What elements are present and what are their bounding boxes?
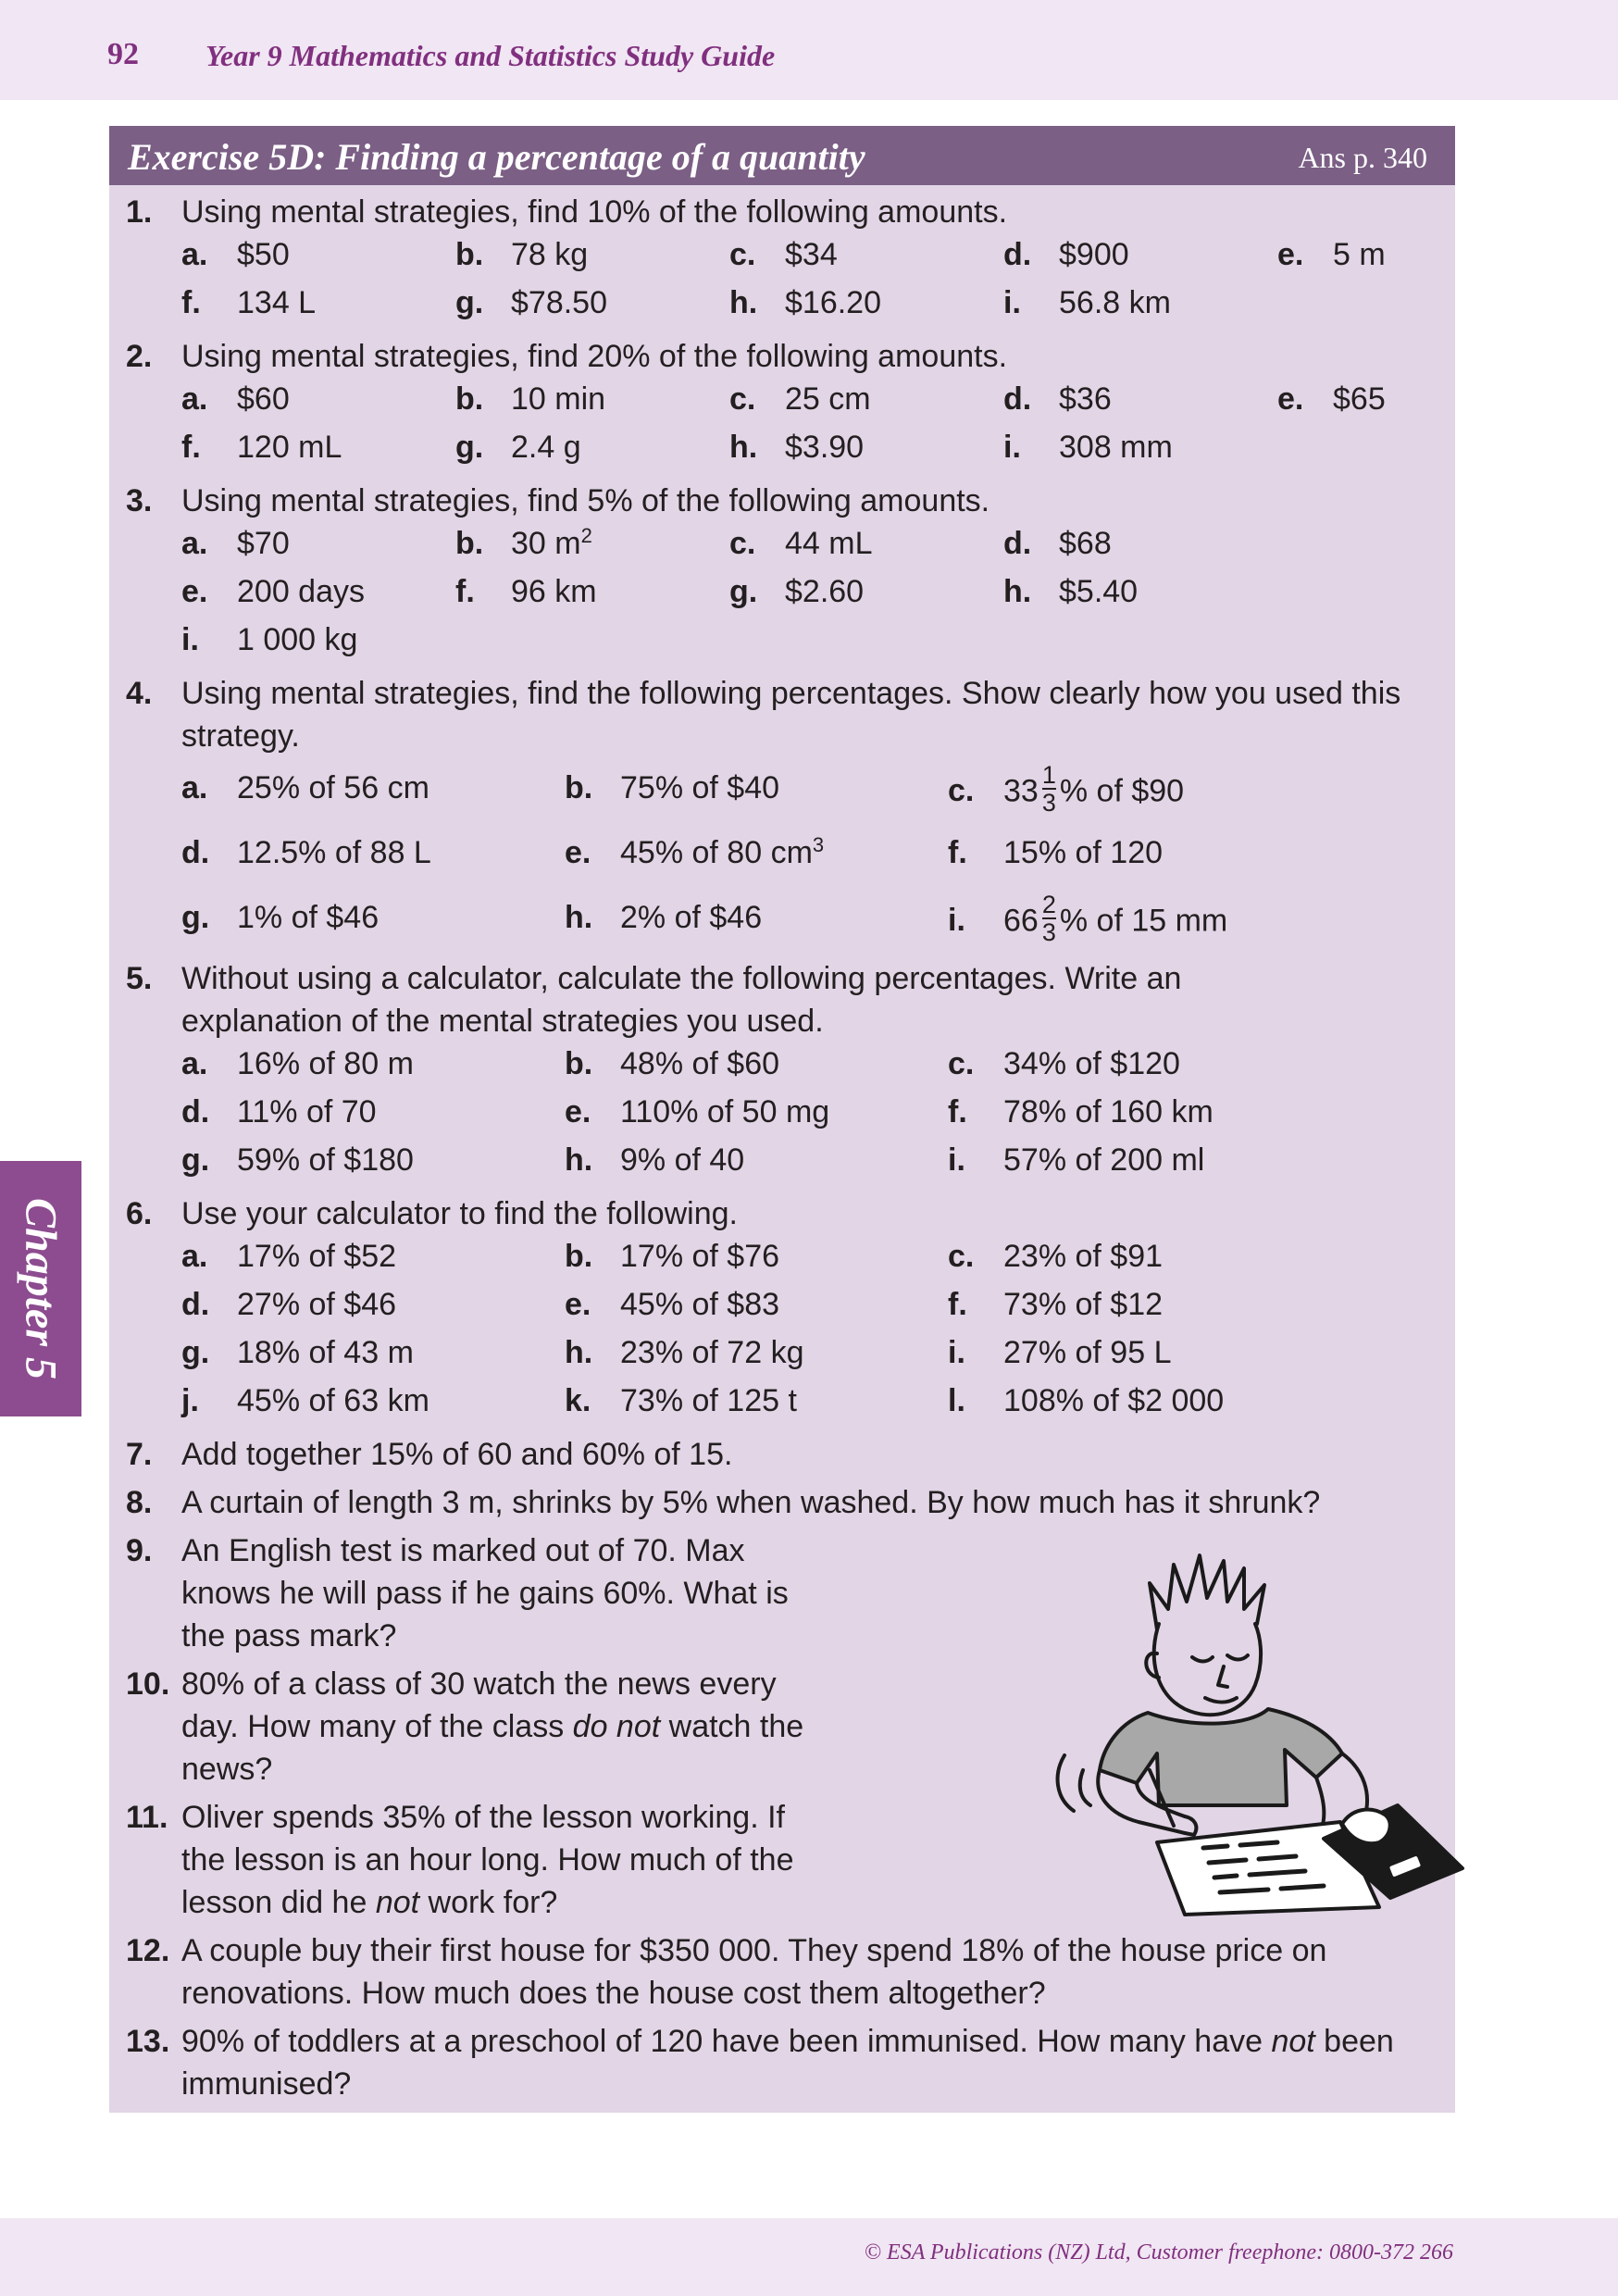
question-text: Using mental strategies, find 20% of the following amounts. <box>181 339 1008 374</box>
part-h: h. $16.20 <box>729 285 881 320</box>
chapter-tab <box>0 1161 81 1416</box>
question-text: Use your calculator to find the following. <box>181 1196 738 1231</box>
part-e: e. $65 <box>1277 381 1386 417</box>
question-parts <box>181 757 1455 952</box>
part-d: d. 11% of 70 <box>181 1094 377 1129</box>
part-a: a. $50 <box>181 237 290 272</box>
part-h: h. 2% of $46 <box>565 900 763 935</box>
part-e: e. 110% of 50 mg <box>565 1094 830 1129</box>
exercise-header <box>109 126 1455 185</box>
part-c: c. 23% of $91 <box>948 1239 1164 1274</box>
part-a: a. $70 <box>181 526 290 561</box>
part-j: j. 45% of 63 km <box>181 1383 429 1418</box>
question-text: 80% of a class of 30 watch the news every day. How many of the class do not watch the news? <box>181 1666 804 1787</box>
fraction: $\frac{1}{3}$ <box>1041 761 1056 817</box>
question-7 <box>109 1433 1455 1476</box>
question-number: 8. <box>126 1485 153 1520</box>
header-band <box>0 0 1618 100</box>
exercise-title: Exercise 5D: Finding a percentage of a quantity <box>128 136 865 178</box>
question-number: 5. <box>126 961 153 996</box>
question-text: A couple buy their first house for $350 000. They spend 18% of the house price on renovations. How much does the house cost them altogether? <box>181 1933 1327 2011</box>
emphasis: do not <box>572 1709 661 1744</box>
question-parts <box>181 1042 1455 1187</box>
student-with-calculator-illustration <box>1046 1528 1472 1916</box>
question-12 <box>109 1929 1455 2015</box>
part-g: g. $2.60 <box>729 574 865 609</box>
part-b: b. 10 min <box>455 381 606 417</box>
part-h: h. 23% of 72 kg <box>565 1335 804 1370</box>
part-i: i. 27% of 95 L <box>948 1335 1172 1370</box>
part-c: c. 44 mL <box>729 526 873 561</box>
question-number: 12. <box>126 1933 170 1968</box>
part-g: g. 2.4 g <box>455 430 581 465</box>
part-a: a. $60 <box>181 381 290 417</box>
part-f: f. 96 km <box>455 574 597 609</box>
part-c: c. 25 cm <box>729 381 871 417</box>
part-b: b. 48% of $60 <box>565 1046 780 1081</box>
question-number: 6. <box>126 1196 153 1231</box>
question-number: 4. <box>126 676 153 711</box>
question-4 <box>109 672 1455 952</box>
part-a: a. 17% of $52 <box>181 1239 397 1274</box>
part-c: c. 34% of $120 <box>948 1046 1180 1081</box>
part-g: g. 18% of 43 m <box>181 1335 414 1370</box>
question-text: Using mental strategies, find 5% of the following amounts. <box>181 483 990 518</box>
question-parts <box>181 1235 1455 1428</box>
chapter-tab-label: Chapter 5 <box>16 1197 66 1380</box>
question-text: An English test is marked out of 70. Max knows he will pass if he gains 60%. What is the pass mark? <box>181 1533 789 1653</box>
footer-band <box>0 2218 1618 2296</box>
part-g: g. 1% of $46 <box>181 900 380 935</box>
question-number: 1. <box>126 194 153 230</box>
part-e: e. 45% of $83 <box>565 1287 780 1322</box>
part-d: d. $68 <box>1003 526 1112 561</box>
part-h: h. $3.90 <box>729 430 865 465</box>
part-b: b. 78 kg <box>455 237 589 272</box>
part-f: f. 120 mL <box>181 430 342 465</box>
part-f: f. 134 L <box>181 285 317 320</box>
fraction: $\frac{2}{3}$ <box>1041 891 1056 946</box>
question-text: A curtain of length 3 m, shrinks by 5% when washed. By how much has it shrunk? <box>181 1485 1321 1520</box>
part-f: f. 78% of 160 km <box>948 1094 1214 1129</box>
question-6 <box>109 1192 1455 1428</box>
question-text: Without using a calculator, calculate the following percentages. Write an explanation of the mental strategies you used. <box>181 961 1182 1039</box>
question-number: 9. <box>126 1533 153 1568</box>
page-number: 92 <box>107 37 139 71</box>
part-a: a. 25% of 56 cm <box>181 770 429 805</box>
question-2 <box>109 335 1455 474</box>
part-k: k. 73% of 125 t <box>565 1383 797 1418</box>
part-i: i. 1 000 kg <box>181 622 358 657</box>
question-number: 2. <box>126 339 153 374</box>
question-number: 11. <box>126 1800 168 1835</box>
running-title: Year 9 Mathematics and Statistics Study Guide <box>205 39 776 72</box>
part-e: e. 200 days <box>181 574 365 609</box>
part-b: b. 17% of $76 <box>565 1239 780 1274</box>
question-13 <box>109 2020 1455 2105</box>
part-b: b. 30 $m^2$ <box>455 524 592 561</box>
part-f: f. 73% of $12 <box>948 1287 1164 1322</box>
part-d: d. $36 <box>1003 381 1112 417</box>
question-parts <box>181 378 1455 474</box>
part-c: c. 33 $\frac{1}{3}$ % of $90 <box>948 761 1185 817</box>
emphasis: not <box>1271 2024 1315 2059</box>
part-d: d. $900 <box>1003 237 1129 272</box>
question-parts <box>181 522 1455 667</box>
question-3 <box>109 480 1455 667</box>
answers-reference: Ans p. 340 <box>1298 141 1427 174</box>
part-f: f. 15% of 120 <box>948 835 1164 870</box>
question-text: Using mental strategies, find the following percentages. Show clearly how you used this strategy. <box>181 676 1401 754</box>
question-number: 7. <box>126 1437 153 1472</box>
part-c: c. $34 <box>729 237 838 272</box>
part-i: i. 57% of 200 ml <box>948 1142 1205 1178</box>
question-text: 90% of toddlers at a preschool of 120 have been immunised. How many have not been immunised? <box>181 2024 1394 2102</box>
question-parts <box>181 233 1455 330</box>
emphasis: not <box>375 1885 420 1920</box>
question-text: Add together 15% of 60 and 60% of 15. <box>181 1437 733 1472</box>
part-a: a. 16% of 80 m <box>181 1046 414 1081</box>
part-l: l. 108% of $2 000 <box>948 1383 1225 1418</box>
part-e: e. 45% of 80 $cm^3$ <box>565 833 825 870</box>
part-b: b. 75% of $40 <box>565 770 780 805</box>
part-g: g. $78.50 <box>455 285 607 320</box>
question-text: Using mental strategies, find 10% of the following amounts. <box>181 194 1008 230</box>
question-1 <box>109 191 1455 330</box>
part-e: e. 5 m <box>1277 237 1386 272</box>
part-h: h. 9% of 40 <box>565 1142 745 1178</box>
part-g: g. 59% of $180 <box>181 1142 414 1178</box>
question-number: 3. <box>126 483 153 518</box>
part-i: i. 56.8 km <box>1003 285 1171 320</box>
question-5 <box>109 957 1455 1187</box>
part-d: d. 12.5% of 88 L <box>181 835 431 870</box>
question-number: 10. <box>126 1666 170 1702</box>
question-8 <box>109 1481 1455 1524</box>
question-text: Oliver spends 35% of the lesson working. If the lesson is an hour long. How much of the lesson did he not work for? <box>181 1800 794 1920</box>
part-i: i. 308 mm <box>1003 430 1173 465</box>
part-i: i. 66 $\frac{2}{3}$ % of 15 mm <box>948 891 1228 946</box>
question-number: 13. <box>126 2024 170 2059</box>
part-h: h. $5.40 <box>1003 574 1139 609</box>
part-d: d. 27% of $46 <box>181 1287 397 1322</box>
footer-copyright: © ESA Publications (NZ) Ltd, Customer freephone: 0800-372 266 <box>864 2240 1453 2265</box>
